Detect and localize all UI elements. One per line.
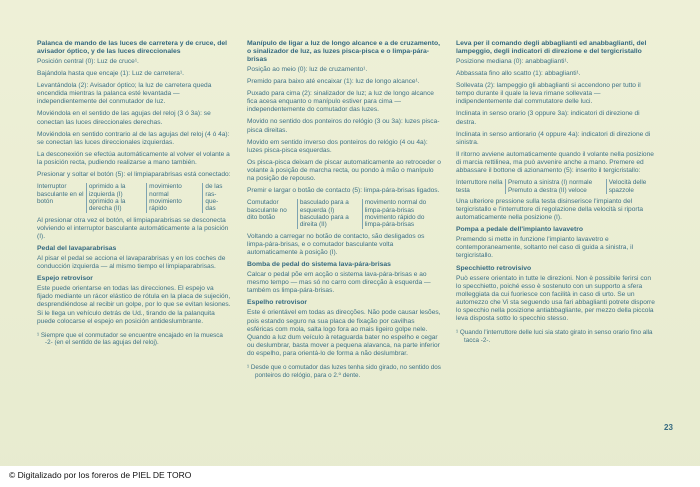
paragraph: Posição ao meio (0): luz de cruzamento¹. — [247, 66, 368, 73]
paragraph: Abbassata fino allo scatto (1): abbaglianti¹. — [456, 70, 581, 78]
paragraph: Premir e largar o botão de contacto (5): limpa-pára-brisas ligados. — [247, 187, 440, 195]
paragraph: Posizione mediana (0): anabbaglianti¹. — [456, 58, 569, 65]
paragraph: Moviéndola en el sentido de las agujas del reloj (3 ó 3a): se conectan las luces direccionales derechas. — [37, 110, 211, 126]
paragraph: Movido no sentido dos ponteiros do relógio (3 ou 3a): luzes pisca-pisca direitas. — [247, 118, 440, 134]
paragraph: Calcar o pedal põe em acção o sistema lava-pára-brisas e ao mesmo tempo — mas só no carro com direcção à esquerda — também os limpa-pára-brisas. — [247, 271, 431, 295]
heading-rear-mirror: Specchietto retrovisivo — [456, 264, 532, 272]
wiper-table — [247, 199, 442, 229]
table-cell: movimiento normal movimiento rápido — [147, 183, 203, 213]
paragraph: La desconexión se efectúa automáticamente al volver el volante a la posición recta, pudiendo realizarse a mano también. — [37, 150, 230, 166]
paragraph: Al pisar el pedal se acciona el lavaparabrisas y en los coches de conducción izquierda — al mismo tiempo el limpiaparabrisas. — [37, 255, 226, 271]
paragraph: Posición central (0): Luz de cruce¹. — [37, 58, 139, 65]
footnote-text: ¹ Siempre que el conmutador se encuentre encajado en la muesca -2- (en el sentido de las agujas del reloj). — [37, 331, 223, 347]
column-spanish — [37, 40, 231, 347]
wiper-table — [37, 183, 231, 213]
paragraph: Inclinata in senso antiorario (4 oppure 4a): indicatori di direzione di sinistra. — [456, 130, 651, 146]
table-cell: Velocità delle spazzole — [606, 179, 656, 194]
table-cell: Interruptor basculante en el botón — [37, 183, 84, 205]
paragraph: Premendo si mette in funzione l'impianto lavavetro e contemporaneamente, soltanto nel caso di guida a sinistra, il tergicristallo. — [456, 236, 634, 260]
table-cell: oprimido a la izquierda (I) oprimido a la derecha (II) — [86, 183, 146, 213]
heading-lever-control: Manípulo de ligar a luz de longo alcance e a de cruzamento, o sinalizador de luz, as luzes pisca-pisca e o limpa-pára-brisas — [247, 40, 440, 63]
footnote — [247, 364, 442, 379]
paragraph: Os pisca-pisca deixam de piscar automaticamente ao retroceder o volante à posição de marcha recta, ou pondo à mão o manípulo na posição de repouso. — [247, 158, 441, 183]
heading-washer-pump: Pompa a pedale dell'impianto lavavetro — [456, 226, 584, 234]
paragraph: Voltando a carregar no botão de contacto, são desligados os limpa-pára-brisas, e o comutador basculante volta automaticamente à posição (I). — [247, 232, 425, 257]
paragraph: Movido em sentido inverso dos ponteiros do relógio (4 ou 4a): luzes pisca-pisca esquerdas. — [247, 138, 428, 154]
wiper-table — [456, 179, 656, 194]
heading-washer-pedal: Bomba de pedal do sistema lava-pára-brisas — [247, 261, 391, 269]
footnote-text: ¹ Desde que o comutador das luzes tenha sido girado, no sentido dos ponteiros do relógio, para o 2.º dente. — [247, 363, 441, 379]
column-portuguese — [247, 40, 442, 379]
paragraph: Bajándola hasta que encaje (1): Luz de carretera¹. — [37, 70, 184, 78]
paragraph: Il ritorno avviene automaticamente quando il volante nella posizione di marcia rettilinea, ma può avvenire anche a mano. Premere ed abbassare il bottone di azionamento (5): inserito il tergicristallo: — [456, 150, 654, 175]
paragraph: Una ulteriore pressione sulla testa disinserisce l'impianto del tergicristallo e l'interruttore di regolazione della velocità si riporta automaticamente nella posizione (I). — [456, 197, 644, 222]
paragraph: Puxado para cima (2): sinalizador de luz; a luz de longo alcance fica acesa enquanto o manípulo estiver para cima — independentemente do comutador das luzes. — [247, 90, 434, 114]
heading-lever-control: Palanca de mando de las luces de carretera y de cruce, del avisador óptico, y de las luces direccionales — [37, 40, 228, 55]
heading-washer-pedal: Pedal del lavaparabrisas — [37, 245, 117, 253]
page-number: 23 — [664, 423, 673, 432]
paragraph: Sollevata (2): lampeggio gli abbaglianti si accendono per tutto il tempo durante il quale la leva rimane sollevata — indipendentemente dal commutatore delle luci. — [456, 82, 641, 106]
table-cell: Premuto a sinistra (I) normale Premuto a destra (II) veloce — [505, 179, 606, 194]
paragraph: Premido para baixo até encaixar (1): luz de longo alcance¹. — [247, 78, 420, 86]
heading-rear-mirror: Espelho retrovisor — [247, 299, 308, 307]
column-italian — [456, 40, 656, 344]
paragraph: Può essere orientato in tutte le direzioni. Non è possibile ferirsi con lo specchietto, poiché esso è sostenuto con un supporto a sfera molleggiata da cui fuoriesce con facilità in caso di urto. Se un automezzo che Vi sta seguendo usa fari abbaglianti potrete disporre lo specchio nella posizione antiabbagliante, per mezzo della piccola leva disposta sotto lo specchio stesso. — [456, 274, 655, 322]
table-cell: basculado para a esquerda (I) basculado para a direita (II) — [297, 199, 362, 229]
heading-lever-control: Leva per il comando degli abbaglianti ed anabbaglianti, del lampeggio, degli indicatori di direzione e del tergicristallo — [456, 40, 647, 55]
heading-rear-mirror: Espejo retrovisor — [37, 275, 93, 283]
table-cell: Comutador basculante no dito botão — [247, 199, 287, 222]
table-cell: de las ras- que- das — [203, 183, 231, 213]
paragraph: Este é orientável em todas as direcções. Não pode causar lesões, pois estando seguro na sua placa de fixação por cavilhas esféricas com mola, salta logo fora ao mais ligeiro golpe nele. Quando a luz dum veículo à retaguarda bater no espelho e cegar ou deslumbrar, basta mover a pequena alavanca, na parte inferior do espelho, para orientá-lo de forma a não deslumbrar. — [247, 309, 441, 357]
footnote-text: ¹ Quando l'interruttore delle luci sia stato girato in senso orario fino alla tacca -2-. — [456, 329, 653, 344]
paragraph: Presionar y soltar el botón (5): el limpiaparabrisas está conectado: — [37, 171, 231, 179]
table-cell: Interruttore nella testa — [456, 179, 503, 194]
paragraph: Levantándola (2): Avisador óptico; la luz de carretera queda encendida mientras la palanca esté levantada — independientemente del conmutador de luz. — [37, 82, 212, 106]
credit-text: © Digitalizado por los foreros de PIEL DE TORO — [9, 470, 192, 480]
paragraph: Moviéndola en sentido contrario al de las agujas del reloj (4 ó 4a): se conectan las luces direccionales izquierdas. — [37, 130, 230, 146]
table-cell: movimento normal do limpa-pára-brisas movimento rápido do limpa-pára-brisas — [362, 199, 442, 229]
footnote — [37, 332, 231, 347]
paragraph: Al presionar otra vez el botón, el limpiaparabrisas se desconecta volviendo el interruptor basculante automáticamente a la posición (I). — [37, 216, 229, 240]
paragraph: Este puede orientarse en todas las direcciones. El espejo va fijado mediante un rácor elástico de rótula en la placa de sujeción, desprendiéndose al recibir un golpe, por lo que se evitan lesiones. Si le llega un vehículo detrás de Ud., tirando de la palanquita puede colocarse el espejo en posición antideslumbrante. — [37, 285, 231, 325]
paragraph: Inclinata in senso orario (3 oppure 3a): indicatori di direzione di destra. — [456, 110, 640, 126]
footnote — [456, 329, 656, 344]
